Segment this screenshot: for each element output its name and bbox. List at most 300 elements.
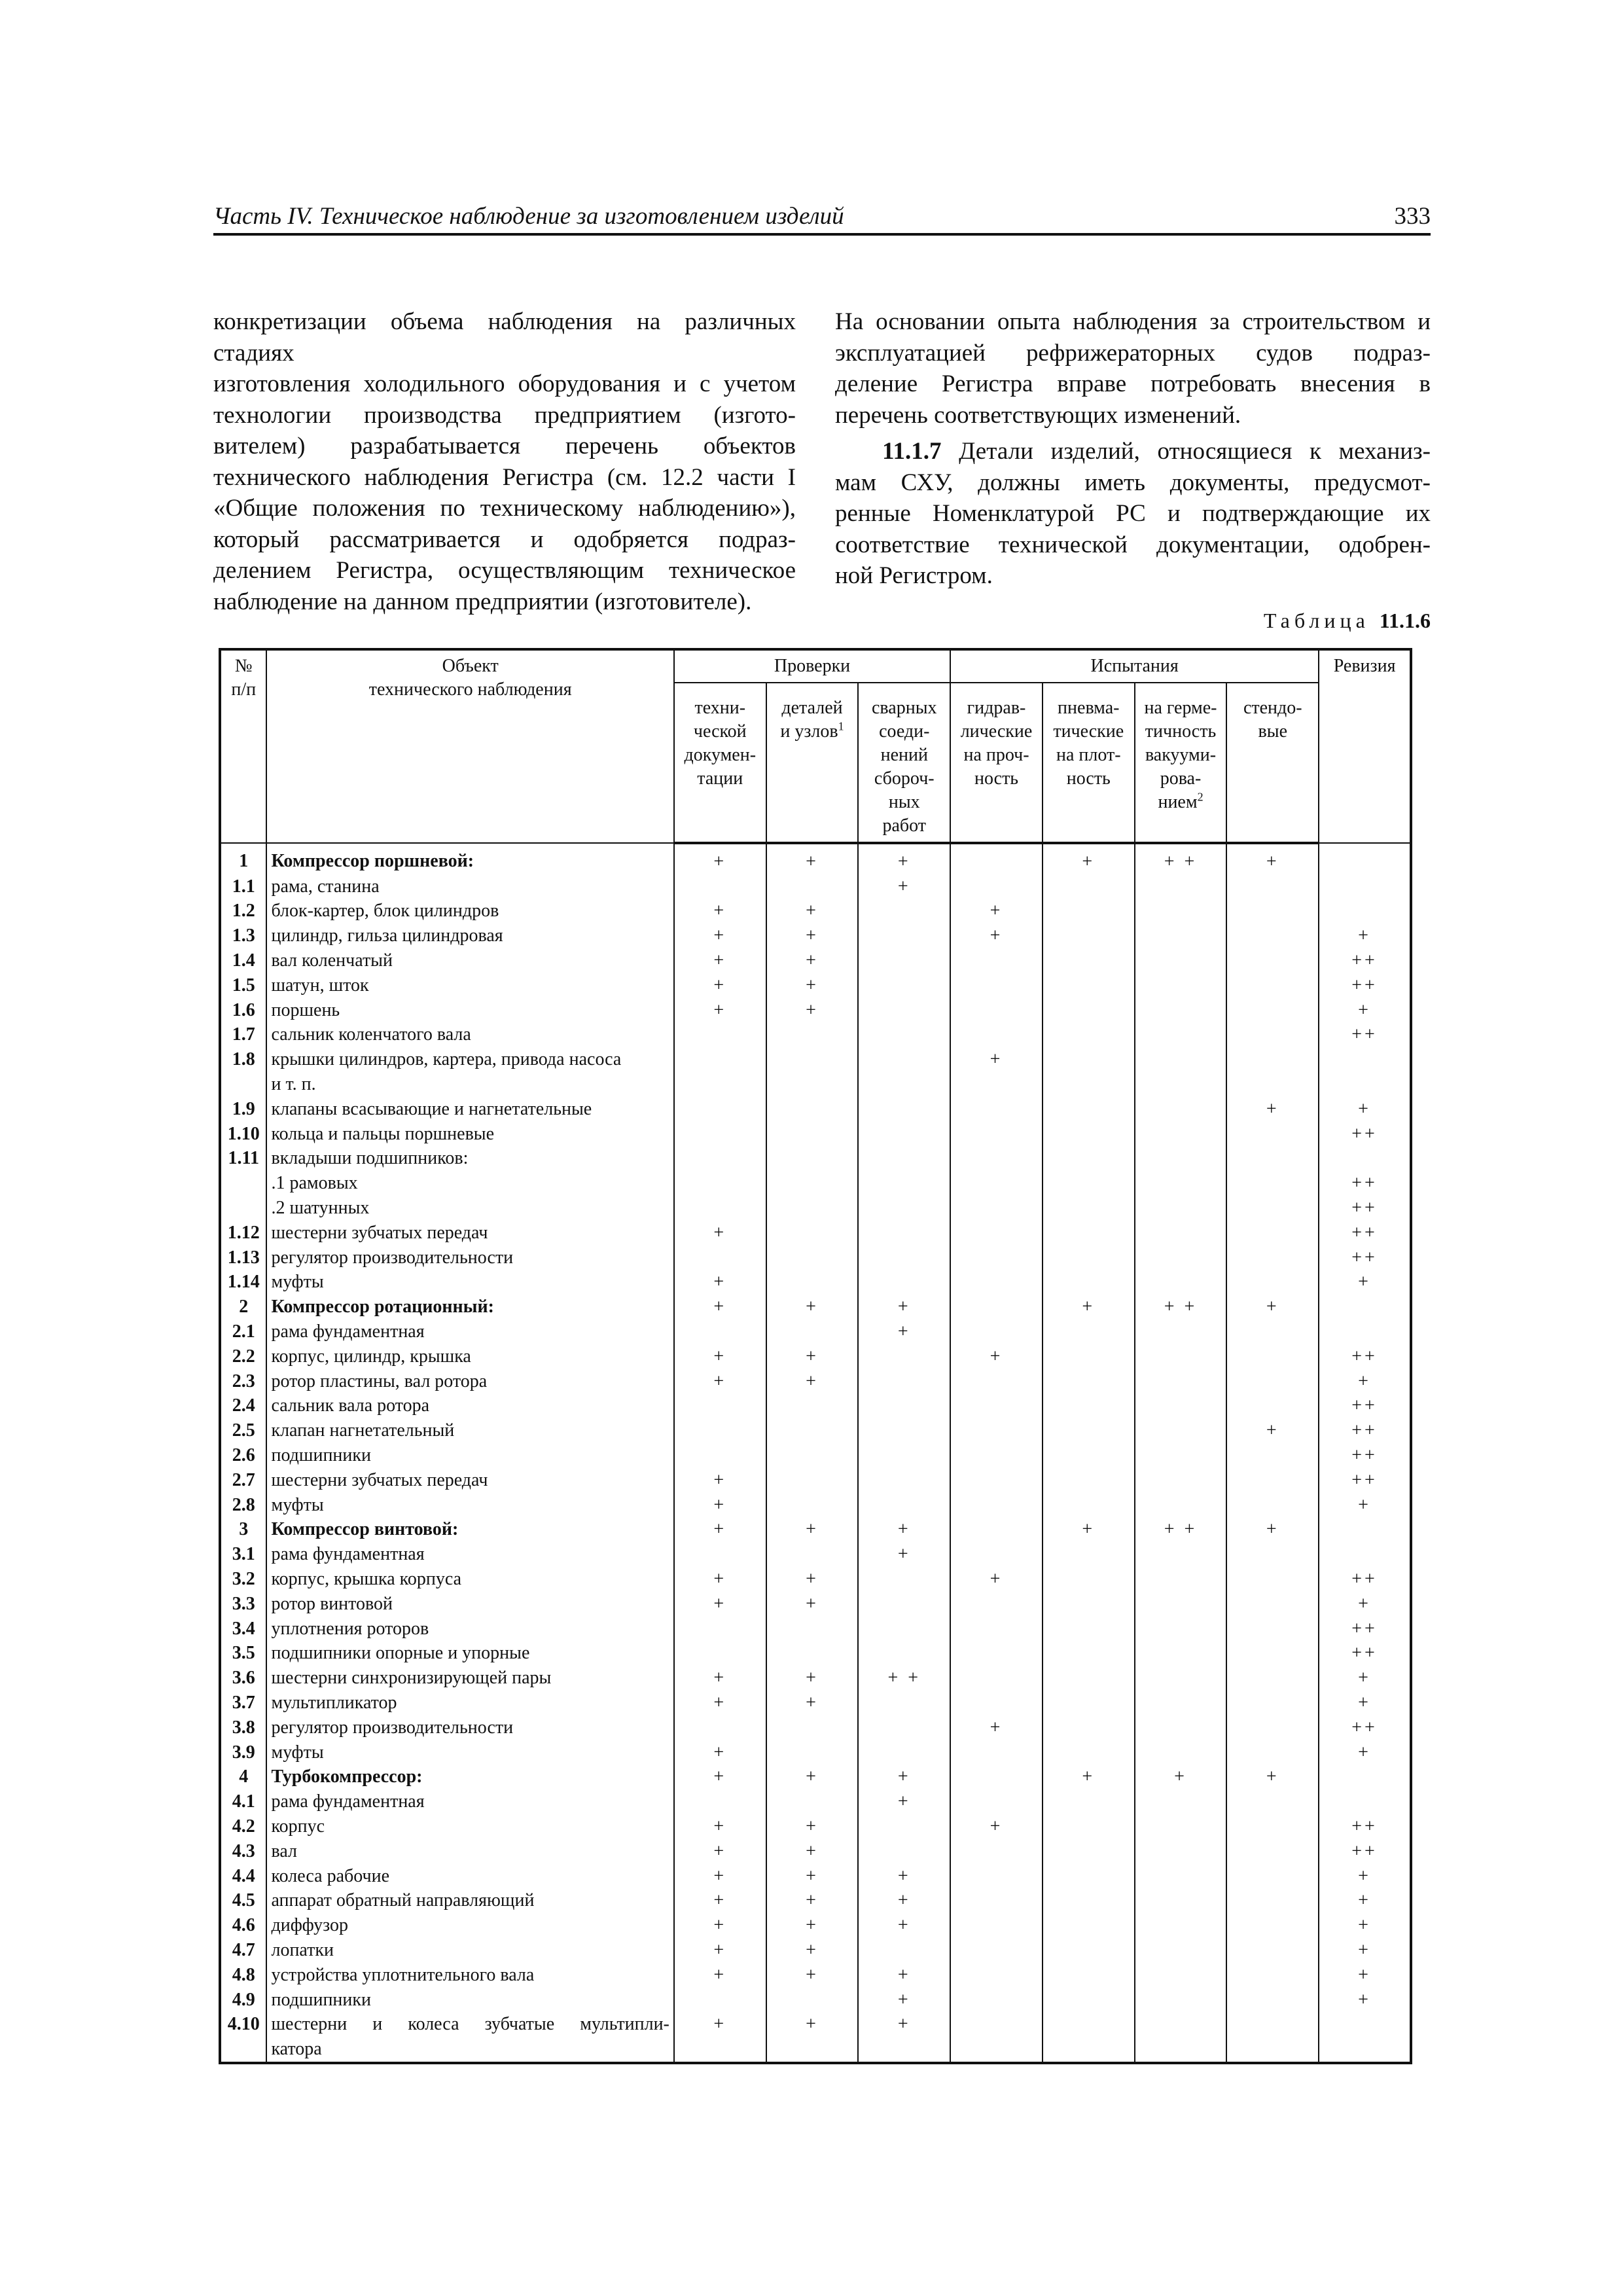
header-line: Объект <box>442 656 499 676</box>
row-mark-cell <box>1226 1023 1319 1048</box>
row-mark-cell <box>950 1270 1043 1295</box>
row-mark-cell <box>766 1023 859 1048</box>
row-mark-cell: + <box>766 948 859 973</box>
row-mark-cell <box>1043 874 1135 899</box>
row-mark-cell: + <box>674 1913 766 1938</box>
row-mark-cell <box>950 1097 1043 1122</box>
row-mark-cell <box>1319 2012 1411 2037</box>
row-object-name: шестерни синхронизирующей пары <box>266 1666 673 1691</box>
row-mark-cell <box>1226 1864 1319 1889</box>
row-object-name: рама фундаментная <box>266 1789 673 1814</box>
row-mark-cell <box>1226 1567 1319 1592</box>
header-line: № <box>234 656 253 676</box>
row-mark-cell <box>1226 924 1319 948</box>
header-line: сбороч- <box>874 768 935 789</box>
row-mark-cell: + <box>674 1839 766 1864</box>
row-object-name: Турбокомпрессор: <box>266 1765 673 1789</box>
row-mark-cell: + <box>766 1963 859 1988</box>
row-number: 4.2 <box>220 1814 266 1839</box>
row-mark-cell <box>950 1542 1043 1567</box>
text-line: конкретизации объема наблюдения на различных стадиях <box>213 308 796 367</box>
row-mark-cell <box>950 1418 1043 1443</box>
row-mark-cell <box>858 1493 950 1518</box>
row-mark-cell: + <box>1226 1518 1319 1543</box>
row-mark-cell <box>858 1344 950 1369</box>
row-mark-cell <box>1135 1369 1227 1394</box>
row-number: 3.1 <box>220 1542 266 1567</box>
table-row <box>220 1963 1411 1988</box>
row-number: 2.6 <box>220 1443 266 1468</box>
text-line: наблюдение на данном предприятии (изготовителе). <box>213 588 752 615</box>
table-row <box>220 2012 1411 2037</box>
table-row <box>220 1518 1411 1543</box>
row-mark-cell: + <box>950 899 1043 924</box>
row-mark-cell <box>674 1072 766 1097</box>
row-mark-cell <box>1043 1468 1135 1493</box>
row-mark-cell <box>950 948 1043 973</box>
row-mark-cell <box>1226 1319 1319 1344</box>
row-mark-cell: + <box>674 1765 766 1789</box>
row-mark-cell: + <box>1319 1938 1411 1963</box>
right-column-text <box>835 306 1431 592</box>
row-mark-cell <box>1043 1864 1135 1889</box>
row-object-name: рама фундаментная <box>266 1542 673 1567</box>
row-mark-cell: + <box>674 1963 766 1988</box>
row-mark-cell <box>950 1765 1043 1789</box>
row-mark-cell: + <box>1043 843 1135 874</box>
row-mark-cell <box>1043 998 1135 1023</box>
row-mark-cell: + <box>1319 1369 1411 1394</box>
row-mark-cell: + <box>766 1913 859 1938</box>
text-line: перечень соответствующих изменений. <box>835 401 1241 429</box>
row-object-name: корпус <box>266 1814 673 1839</box>
row-mark-cell <box>858 1097 950 1122</box>
row-mark-cell <box>950 1789 1043 1814</box>
row-mark-cell <box>1135 1567 1227 1592</box>
row-mark-cell <box>950 843 1043 874</box>
row-mark-cell: ++ <box>1319 1468 1411 1493</box>
row-number: 4.1 <box>220 1789 266 1814</box>
row-mark-cell: + <box>674 1493 766 1518</box>
row-mark-cell: ++ <box>1319 1617 1411 1641</box>
header-line: техни- <box>694 698 746 718</box>
row-mark-cell <box>674 1097 766 1122</box>
row-mark-cell <box>1043 1443 1135 1468</box>
row-object-name: уплотнения роторов <box>266 1617 673 1641</box>
header-line: тические <box>1053 721 1124 742</box>
row-number: 2.4 <box>220 1394 266 1419</box>
row-mark-cell: + <box>674 843 766 874</box>
row-mark-cell <box>950 1617 1043 1641</box>
table-row <box>220 1864 1411 1889</box>
row-mark-cell <box>1135 1468 1227 1493</box>
row-object-name: Компрессор поршневой: <box>266 843 673 874</box>
row-mark-cell <box>766 1270 859 1295</box>
row-mark-cell <box>674 1171 766 1196</box>
table-row <box>220 1221 1411 1246</box>
row-number: 4.5 <box>220 1888 266 1913</box>
row-mark-cell <box>1043 924 1135 948</box>
row-mark-cell <box>674 874 766 899</box>
row-mark-cell: + <box>674 1666 766 1691</box>
row-number: 3.7 <box>220 1691 266 1715</box>
row-mark-cell: ++ <box>1319 1171 1411 1196</box>
row-mark-cell <box>1226 948 1319 973</box>
row-mark-cell <box>858 1270 950 1295</box>
header-line: п/п <box>231 679 257 700</box>
row-mark-cell <box>1043 948 1135 973</box>
row-object-name: рама фундаментная <box>266 1319 673 1344</box>
row-mark-cell: + <box>674 1369 766 1394</box>
row-mark-cell <box>1043 973 1135 998</box>
row-number: 4.6 <box>220 1913 266 1938</box>
row-number: 4.10 <box>220 2012 266 2037</box>
row-mark-cell <box>1043 1394 1135 1419</box>
row-mark-cell <box>1319 1518 1411 1543</box>
row-object-name: шестерни зубчатых передач <box>266 1468 673 1493</box>
row-mark-cell: + <box>858 1913 950 1938</box>
header-line: рова- <box>1160 768 1202 789</box>
table-row <box>220 1072 1411 1097</box>
row-mark-cell <box>766 1418 859 1443</box>
row-mark-cell: ++ <box>1319 1023 1411 1048</box>
table-row <box>220 1468 1411 1493</box>
row-mark-cell <box>1135 1988 1227 2013</box>
row-mark-cell: + <box>766 1765 859 1789</box>
row-mark-cell <box>1226 1963 1319 1988</box>
row-mark-cell <box>1226 1122 1319 1147</box>
row-object-name: лопатки <box>266 1938 673 1963</box>
row-mark-cell <box>950 973 1043 998</box>
row-mark-cell: ++ <box>1319 948 1411 973</box>
row-object-name: ротор винтовой <box>266 1592 673 1617</box>
row-mark-cell <box>674 1641 766 1666</box>
row-mark-cell <box>858 1047 950 1072</box>
row-number: 4.3 <box>220 1839 266 1864</box>
row-mark-cell: + <box>1135 1765 1227 1789</box>
header-line: гидрав- <box>967 698 1026 718</box>
row-mark-cell <box>766 1789 859 1814</box>
row-mark-cell <box>674 1319 766 1344</box>
row-mark-cell <box>1043 1814 1135 1839</box>
row-object-name: колеса рабочие <box>266 1864 673 1889</box>
table-header <box>220 649 1411 843</box>
row-mark-cell <box>1226 1246 1319 1270</box>
row-mark-cell <box>1135 1592 1227 1617</box>
row-mark-cell <box>1043 1988 1135 2013</box>
row-mark-cell <box>950 1295 1043 1319</box>
row-mark-cell: + <box>858 1295 950 1319</box>
row-mark-cell: + <box>1319 1691 1411 1715</box>
header-test-bench <box>1226 683 1319 843</box>
row-mark-cell <box>1226 1147 1319 1172</box>
text-line: делением Регистра, осуществляющим техническое <box>213 557 796 584</box>
row-mark-cell: ++ <box>1319 1394 1411 1419</box>
row-mark-cell <box>674 1443 766 1468</box>
table-row <box>220 1295 1411 1319</box>
row-mark-cell <box>1319 1765 1411 1789</box>
row-mark-cell: + <box>674 1864 766 1889</box>
row-number: 1.2 <box>220 899 266 924</box>
row-mark-cell <box>858 1122 950 1147</box>
row-number: 3 <box>220 1518 266 1543</box>
row-object-name: регулятор производительности <box>266 1715 673 1740</box>
row-mark-cell: + <box>1043 1295 1135 1319</box>
header-line: тации <box>697 768 743 789</box>
row-mark-cell: + <box>950 1047 1043 1072</box>
row-mark-cell <box>766 1641 859 1666</box>
row-mark-cell: + <box>766 924 859 948</box>
table-caption-label: Таблица <box>1263 609 1370 632</box>
row-mark-cell <box>1226 1542 1319 1567</box>
header-tests: Испытания <box>950 649 1319 683</box>
table-row <box>220 1839 1411 1864</box>
row-mark-cell <box>766 1072 859 1097</box>
header-line: ность <box>974 768 1019 789</box>
row-mark-cell <box>1226 1789 1319 1814</box>
row-mark-cell <box>1226 899 1319 924</box>
row-mark-cell <box>1226 1369 1319 1394</box>
row-number: 1.5 <box>220 973 266 998</box>
row-mark-cell: + <box>1319 1666 1411 1691</box>
row-object-name: шестерни и колеса зубчатые мультипли- <box>266 2012 673 2037</box>
row-mark-cell <box>1226 1221 1319 1246</box>
row-mark-cell: ++ <box>1319 1814 1411 1839</box>
row-mark-cell <box>1319 1295 1411 1319</box>
row-mark-cell: + <box>674 1344 766 1369</box>
row-mark-cell <box>1135 1938 1227 1963</box>
row-mark-cell <box>1043 1641 1135 1666</box>
table-row <box>220 1814 1411 1839</box>
row-mark-cell <box>1135 899 1227 924</box>
row-mark-cell: + <box>1226 843 1319 874</box>
header-line: и узлов <box>780 721 838 742</box>
text-line: «Общие положения по техническому наблюдению»), <box>213 495 796 522</box>
header-line: деталей <box>781 698 843 718</box>
row-mark-cell <box>1135 1047 1227 1072</box>
row-mark-cell <box>950 1196 1043 1221</box>
row-mark-cell <box>1226 1072 1319 1097</box>
row-mark-cell: + <box>858 1988 950 2013</box>
table-row <box>220 874 1411 899</box>
row-number: 1 <box>220 843 266 874</box>
row-mark-cell <box>674 1988 766 2013</box>
row-mark-cell: + <box>1319 1988 1411 2013</box>
row-mark-cell <box>1043 1542 1135 1567</box>
row-mark-cell <box>1043 2012 1135 2037</box>
row-object-name: подшипники <box>266 1443 673 1468</box>
row-mark-cell: + <box>766 1691 859 1715</box>
row-mark-cell <box>766 1246 859 1270</box>
row-mark-cell: + <box>674 1814 766 1839</box>
row-mark-cell <box>766 1617 859 1641</box>
row-number: 1.6 <box>220 998 266 1023</box>
row-mark-cell <box>950 1072 1043 1097</box>
row-object-name: поршень <box>266 998 673 1023</box>
row-number: 1.9 <box>220 1097 266 1122</box>
row-number: 2.8 <box>220 1493 266 1518</box>
row-number: 4.7 <box>220 1938 266 1963</box>
table-row <box>220 1765 1411 1789</box>
row-mark-cell: + <box>674 948 766 973</box>
row-mark-cell <box>766 1715 859 1740</box>
row-mark-cell <box>858 948 950 973</box>
row-mark-cell <box>950 1319 1043 1344</box>
row-mark-cell: + <box>858 1888 950 1913</box>
row-mark-cell <box>766 1394 859 1419</box>
row-mark-cell <box>858 1938 950 1963</box>
row-mark-cell <box>1226 1839 1319 1864</box>
row-mark-cell <box>1043 1888 1135 1913</box>
row-mark-cell <box>674 1617 766 1641</box>
row-mark-cell: + <box>950 1814 1043 1839</box>
header-line: вакууми- <box>1145 745 1217 765</box>
table-row <box>220 1542 1411 1567</box>
table-row <box>220 1147 1411 1172</box>
row-mark-cell: + <box>674 1740 766 1765</box>
row-mark-cell <box>766 1493 859 1518</box>
row-mark-cell: + <box>766 998 859 1023</box>
row-mark-cell: + <box>1319 998 1411 1023</box>
row-mark-cell: + <box>766 1344 859 1369</box>
row-mark-cell <box>1135 1344 1227 1369</box>
row-mark-cell <box>858 1715 950 1740</box>
row-object-name: клапаны всасывающие и нагнетательные <box>266 1097 673 1122</box>
row-mark-cell <box>674 1122 766 1147</box>
row-mark-cell <box>1319 2037 1411 2063</box>
row-mark-cell: + <box>1319 1592 1411 1617</box>
header-line: сварных <box>872 698 937 718</box>
header-line: на герме- <box>1144 698 1217 718</box>
row-mark-cell: + <box>858 843 950 874</box>
row-mark-cell <box>1226 874 1319 899</box>
row-mark-cell: + <box>1319 1913 1411 1938</box>
row-mark-cell <box>1319 899 1411 924</box>
text-line: ной Регистром. <box>835 562 993 589</box>
table-row <box>220 1097 1411 1122</box>
row-mark-cell <box>1135 1196 1227 1221</box>
row-number: 3.3 <box>220 1592 266 1617</box>
row-mark-cell <box>766 1047 859 1072</box>
header-revision: Ревизия <box>1319 649 1411 843</box>
row-mark-cell <box>1226 1443 1319 1468</box>
row-mark-cell <box>858 1443 950 1468</box>
row-mark-cell <box>950 1938 1043 1963</box>
header-line: нений <box>880 745 928 765</box>
row-mark-cell <box>858 1592 950 1617</box>
table-row <box>220 899 1411 924</box>
row-number: 3.4 <box>220 1617 266 1641</box>
table-row <box>220 1666 1411 1691</box>
row-object-name: .1 рамовых <box>266 1171 673 1196</box>
row-mark-cell <box>1135 1072 1227 1097</box>
row-mark-cell <box>766 1319 859 1344</box>
row-mark-cell <box>674 1418 766 1443</box>
row-mark-cell <box>858 1221 950 1246</box>
row-mark-cell <box>1135 1097 1227 1122</box>
row-number: 2.3 <box>220 1369 266 1394</box>
row-object-name: регулятор производительности <box>266 1246 673 1270</box>
text-line: деление Регистра вправе потребовать внесения в <box>835 370 1431 397</box>
header-checks: Проверки <box>674 649 950 683</box>
row-mark-cell <box>1226 1171 1319 1196</box>
row-mark-cell: + + <box>858 1666 950 1691</box>
row-mark-cell <box>1226 2037 1319 2063</box>
row-mark-cell <box>950 1122 1043 1147</box>
table-row <box>220 1047 1411 1072</box>
row-mark-cell: + <box>766 1666 859 1691</box>
row-mark-cell <box>1135 1888 1227 1913</box>
text-line: На основании опыта наблюдения за строительством и <box>835 308 1431 335</box>
row-number: 1.3 <box>220 924 266 948</box>
row-mark-cell: + <box>858 874 950 899</box>
row-mark-cell: + <box>674 1592 766 1617</box>
text-line: вителем) разрабатывается перечень объектов <box>213 433 796 459</box>
row-mark-cell <box>1135 1246 1227 1270</box>
row-mark-cell: + <box>1226 1418 1319 1443</box>
row-mark-cell <box>858 1814 950 1839</box>
row-object-name: блок-картер, блок цилиндров <box>266 899 673 924</box>
page-header <box>213 196 1431 236</box>
table-caption-number: 11.1.6 <box>1379 609 1431 632</box>
header-line: стендо- <box>1243 698 1302 718</box>
row-mark-cell <box>1135 1814 1227 1839</box>
row-mark-cell <box>1043 1418 1135 1443</box>
row-mark-cell: + <box>858 1963 950 1988</box>
row-mark-cell <box>858 2037 950 2063</box>
table-row <box>220 1567 1411 1592</box>
row-number <box>220 1196 266 1221</box>
row-mark-cell <box>1135 1641 1227 1666</box>
row-number: 1.10 <box>220 1122 266 1147</box>
row-mark-cell <box>1135 1864 1227 1889</box>
row-mark-cell <box>1226 998 1319 1023</box>
row-mark-cell <box>1135 1147 1227 1172</box>
row-mark-cell <box>766 1542 859 1567</box>
header-line: ных <box>888 792 920 812</box>
header-test-pneumatic <box>1043 683 1135 843</box>
row-mark-cell <box>950 1171 1043 1196</box>
row-mark-cell: + <box>766 899 859 924</box>
row-mark-cell: + <box>1319 1493 1411 1518</box>
row-mark-cell <box>1319 1542 1411 1567</box>
row-number: 1.8 <box>220 1047 266 1072</box>
row-mark-cell: + <box>858 1319 950 1344</box>
row-mark-cell: + <box>1043 1518 1135 1543</box>
row-mark-cell <box>950 874 1043 899</box>
table-caption <box>1264 609 1431 633</box>
row-number: 2.5 <box>220 1418 266 1443</box>
row-mark-cell: + <box>674 2012 766 2037</box>
footnote-mark: 1 <box>838 719 844 733</box>
row-mark-cell <box>858 1147 950 1172</box>
row-mark-cell <box>858 1246 950 1270</box>
row-mark-cell <box>1043 1344 1135 1369</box>
table-body <box>220 843 1411 2063</box>
row-mark-cell <box>858 924 950 948</box>
row-mark-cell: + <box>674 998 766 1023</box>
row-mark-cell <box>1135 1789 1227 1814</box>
row-mark-cell: + <box>766 1518 859 1543</box>
row-mark-cell: + <box>950 1715 1043 1740</box>
row-mark-cell: + <box>674 1221 766 1246</box>
row-mark-cell: + <box>674 973 766 998</box>
table-row <box>220 1344 1411 1369</box>
row-mark-cell <box>950 1221 1043 1246</box>
row-mark-cell <box>950 1864 1043 1889</box>
row-mark-cell <box>766 1147 859 1172</box>
page-number: 333 <box>1394 203 1431 230</box>
